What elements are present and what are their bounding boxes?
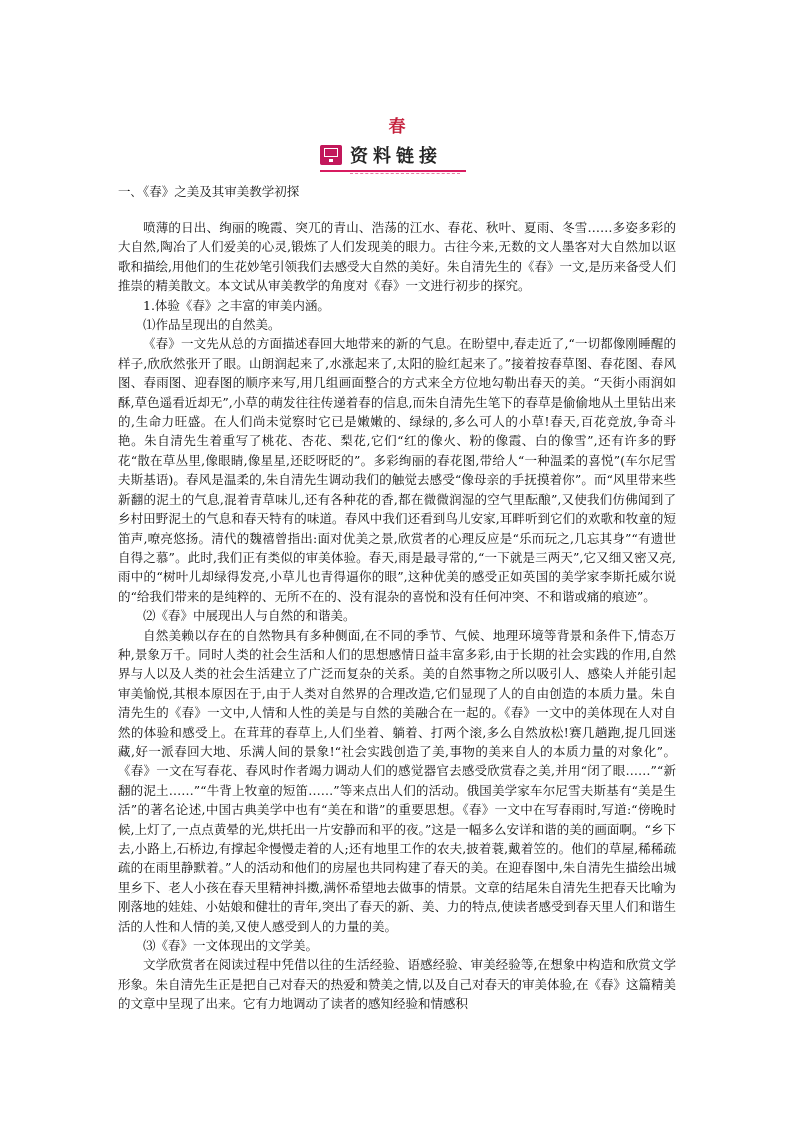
paragraph-intro: 喷薄的日出、绚丽的晚霞、突兀的青山、浩荡的江水、春花、秋叶、夏雨、冬雪……多姿多彩的大自然,陶冶了人们爱美的心灵,锻炼了人们发现美的眼力。古往今来,无数的文人墨客对大自然加以讴歌和描绘,用他们的生花妙笔引领我们去感受大自然的美好。朱自清先生的《春》一文,是历来备受人们推崇的精美散文。本文试从审美教学的角度对《春》一文进行初步的探究。 (118, 220, 676, 294)
page-title: 春 (388, 117, 406, 137)
paragraph-literary-beauty: 文学欣赏者在阅读过程中凭借以往的生活经验、语感经验、审美经验等,在想象中构造和欣赏文学形象。朱自清先生正是把自己对春天的热爱和赞美之情,以及自己对春天的审美体验,在《春》这篇精美的文章中呈现了出来。它有力地调动了读者的感知经验和情感积 (118, 957, 676, 1012)
subheading-1-1: ⑴作品呈现出的自然美。 (143, 317, 281, 333)
subheading-1: 1.体验《春》之丰富的审美内涵。 (143, 297, 330, 313)
section-heading: 一､《春》之美及其审美教学初探 (118, 184, 300, 199)
paragraph-harmony: 自然美赖以存在的自然物具有多种侧面,在不同的季节、气候、地理环境等背景和条件下,情态万种,景象万千。同时人类的社会生活和人们的思想感情日益丰富多彩,由于长期的社会实践的作用,自然界与人以及人类的社会生活建立了广泛而复杂的关系。美的自然事物之所以吸引人、感染人并能引起审美愉悦,其根本原因在于,由于人类对自然界的合理改造,它们显现了人的自由创造的本质力量。朱自清先生的《春》一文中,人情和人性的美是与自然的美融合在一起的。《春》一文中的美体现在人对自然的体验和感受上。在茸茸的春草上,人们坐着、躺着、打两个滚,多么自然放松!赛几趟跑,捉几回迷藏,好一派春回大地、乐满人间的景象!“社会实践创造了美,事物的美来自人的本质力量的对象化”。《春》一文在写春花、春风时作者竭力调动人们的感觉器官去感受欣赏春之美,并用“闭了眼……”“新翻的泥土……”“牛背上牧童的短笛……”等来点出人们的活动。俄国美学家车尔尼雪夫斯基有“美是生活”的著名论述,中国古典美学中也有“美在和谐”的重要思想。《春》一文中在写春雨时,写道:“傍晚时候,上灯了,一点点黄晕的光,烘托出一片安静而和平的夜。”这是一幅多么安详和谐的美的画面啊。“乡下去,小路上,石桥边,有撑起伞慢慢走着的人;还有地里工作的农夫,披着蓑,戴着笠的。他们的草屋,稀稀疏疏的在雨里静默着。”人的活动和他们的房屋也共同构建了春天的美。在迎春图中,朱自清先生描绘出城里乡下、老人小孩在春天里精神抖擞,满怀希望地去做事的情景。文章的结尾朱自清先生把春天比喻为刚落地的娃娃、小姑娘和健壮的青年,突出了春天的新、美、力的特点,使读者感受到春天里人们和谐生活的人性和人情的美,又使人感受到人的力量的美。 (118, 627, 676, 934)
resource-link-banner (320, 142, 466, 172)
monitor-icon (320, 145, 342, 165)
banner-label: 资料链接 (350, 146, 442, 167)
banner-underline (320, 170, 466, 172)
banner-dashed-underline (350, 173, 460, 174)
article-body (118, 218, 676, 1014)
subheading-1-2: ⑵《春》中展现出人与自然的和谐美。 (143, 608, 356, 624)
paragraph-natural-beauty: 《春》一文先从总的方面描述春回大地带来的新的气息。在盼望中,春走近了,“一切都像刚睡醒的样子,欣欣然张开了眼。山朗润起来了,水涨起来了,太阳的脸红起来了。”接着按春草图、春花图、春风图、春雨图、迎春图的顺序来写,用几组画面整合的方式来全方位地勾勒出春天的美。“天街小雨润如酥,草色遥看近却无”,小草的萌发往往传递着春的信息,而朱自清先生笔下的春草是偷偷地从土里钻出来的,生命力旺盛。在人们尚未觉察时它已是嫩嫩的、绿绿的,多么可人的小草!春天,百花竞放,争奇斗艳。朱自清先生着重写了桃花、杏花、梨花,它们“红的像火、粉的像霞、白的像雪”,还有许多的野花“散在草丛里,像眼睛,像星星,还眨呀眨的”。多彩绚丽的春花图,带给人“一种温柔的喜悦”(车尔尼雪夫斯基语)。春风是温柔的,朱自清先生调动我们的触觉去感受“像母亲的手抚摸着你”。而“风里带来些新翻的泥土的气息,混着青草味儿,还有各种花的香,都在微微润湿的空气里酝酿”,又使我们仿佛闻到了乡村田野泥土的气息和春天特有的味道。春风中我们还看到鸟儿安家,耳畔听到它们的欢歌和牧童的短笛声,嘹亮悠扬。清代的魏禧曾指出:面对优美之景,欣赏者的心理反应是“乐而玩之,几忘其身”“有遗世自得之慕”。此时,我们正有类似的审美体验。春天,雨是最寻常的,“一下就是三两天”,它又细又密又亮,雨中的“树叶儿却绿得发亮,小草儿也青得逼你的眼”,这种优美的感受正如英国的美学家李斯托威尔说的“给我们带来的是纯粹的、无所不在的、没有混杂的喜悦和没有任何冲突、不和谐或痛的痕迹”。 (118, 336, 676, 604)
subheading-1-3: ⑶《春》一文体现出的文学美。 (143, 938, 319, 954)
